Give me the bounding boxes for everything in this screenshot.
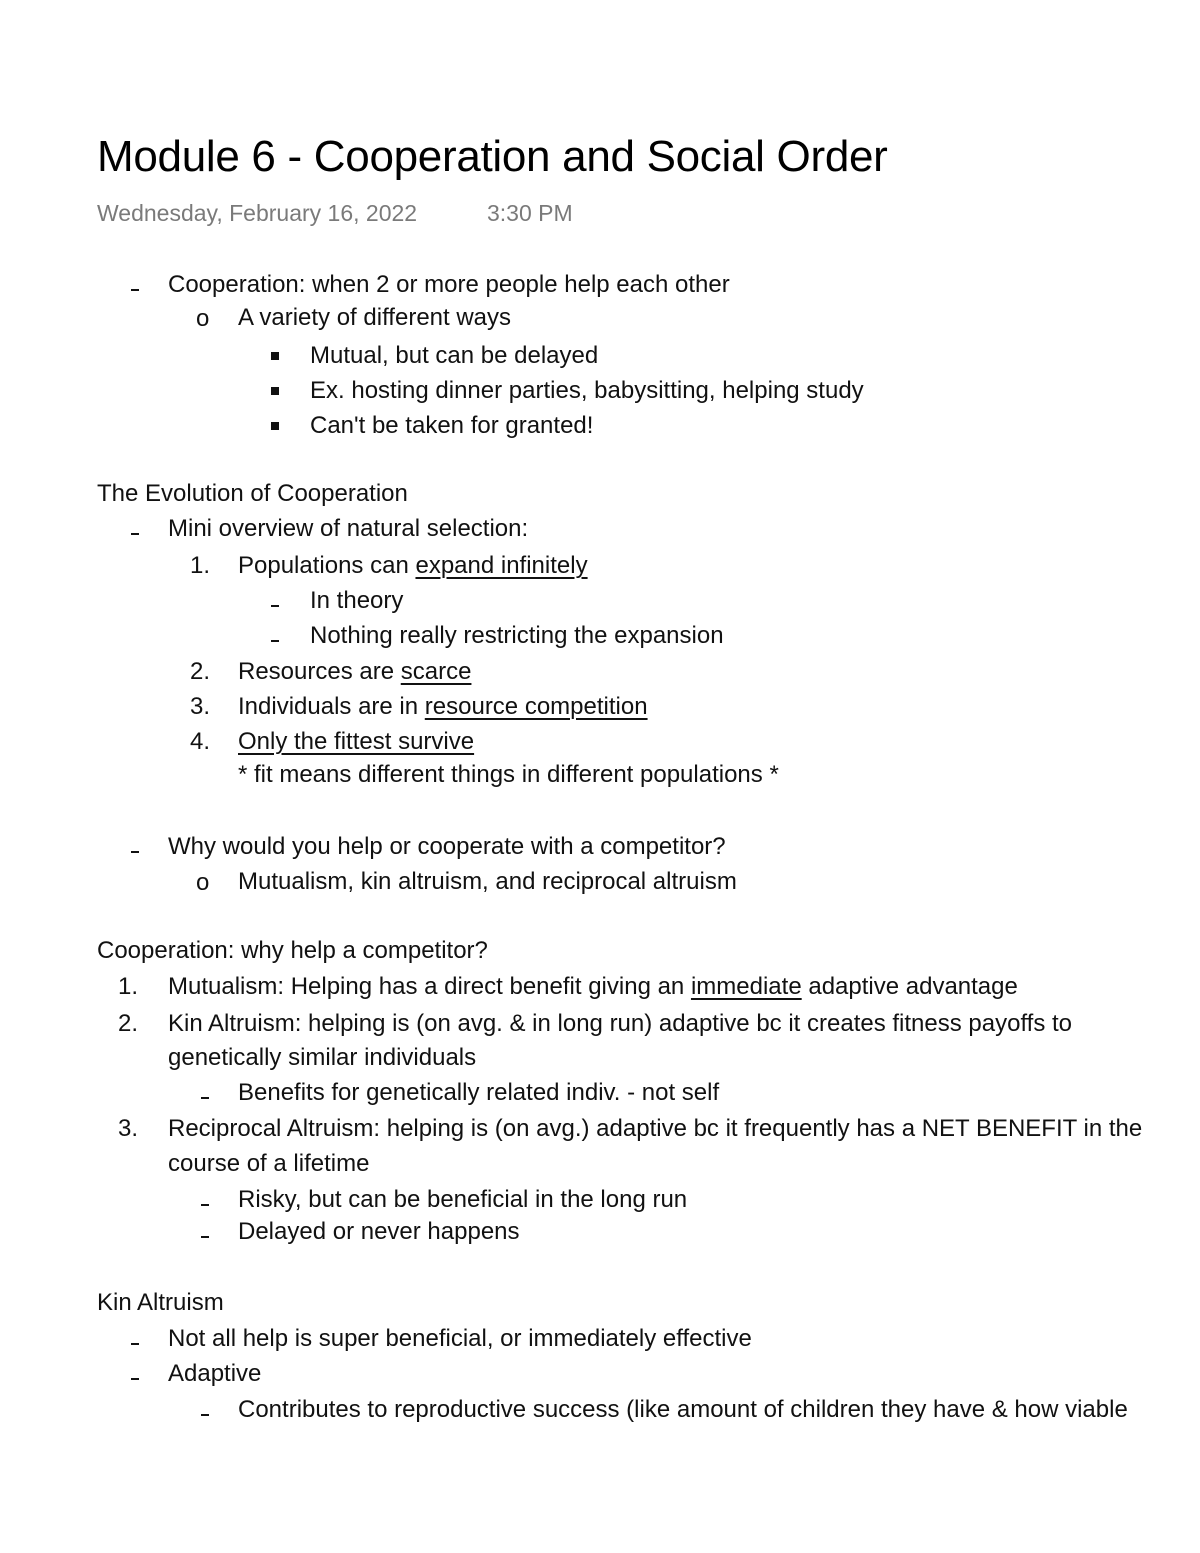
evolution-overview: Mini overview of natural selection: [168, 515, 529, 542]
circle-bullet-icon: o [196, 869, 210, 896]
why-item-2-line-1: Kin Altruism: helping is (on avg. & in long run) adaptive bc it creates fitness payoffs to [168, 1010, 1073, 1037]
intro-line-3a: Mutual, but can be delayed [310, 342, 599, 369]
page-title: Module 6 - Cooperation and Social Order [97, 132, 888, 181]
page-timestamp [97, 200, 573, 227]
evolution-point-1-sub-1: In theory [310, 587, 404, 614]
dash-bullet-icon [201, 1204, 209, 1206]
dash-bullet-icon [201, 1097, 209, 1099]
list-number: 2. [190, 658, 211, 685]
list-number: 3. [190, 693, 211, 720]
evolution-question: Why would you help or cooperate with a competitor? [168, 833, 726, 860]
evolution-point-2: Resources are scarce [238, 658, 472, 685]
why-item-1: Mutualism: Helping has a direct benefit giving an immediate adaptive advantage [168, 973, 1018, 1000]
why-item-3-sub-2: Delayed or never happens [238, 1218, 520, 1245]
intro-line-1: Cooperation: when 2 or more people help each other [168, 271, 730, 298]
dash-bullet-icon [131, 289, 139, 291]
evolution-point-3: Individuals are in resource competition [238, 693, 648, 720]
list-number: 4. [190, 728, 211, 755]
intro-line-2: A variety of different ways [238, 304, 512, 331]
kin-line-1: Not all help is super beneficial, or immediately effective [168, 1325, 752, 1352]
dash-bullet-icon [131, 851, 139, 853]
list-number: 2. [118, 1010, 139, 1037]
evolution-note: * fit means different things in different populations * [238, 761, 779, 788]
section-heading-evolution: The Evolution of Cooperation [97, 480, 408, 507]
evolution-answer: Mutualism, kin altruism, and reciprocal altruism [238, 868, 737, 895]
dash-bullet-icon [271, 640, 279, 642]
page-bottom-cutoff [0, 1432, 1200, 1553]
kin-line-2: Adaptive [168, 1360, 262, 1387]
dash-bullet-icon [131, 1343, 139, 1345]
intro-line-3b: Ex. hosting dinner parties, babysitting, helping study [310, 377, 864, 404]
square-bullet-icon [271, 352, 279, 360]
dash-bullet-icon [131, 533, 139, 535]
why-item-3-sub-1: Risky, but can be beneficial in the long run [238, 1186, 688, 1213]
why-item-2-sub: Benefits for genetically related indiv. - not self [238, 1079, 720, 1106]
list-number: 3. [118, 1115, 139, 1142]
why-item-3-line-2: course of a lifetime [168, 1150, 370, 1177]
evolution-point-1-sub-2: Nothing really restricting the expansion [310, 622, 724, 649]
dash-bullet-icon [201, 1414, 209, 1416]
list-number: 1. [118, 973, 139, 1000]
section-heading-kin-altruism: Kin Altruism [97, 1289, 224, 1316]
list-number: 1. [190, 552, 211, 579]
dash-bullet-icon [201, 1236, 209, 1238]
page-time: 3:30 PM [487, 200, 573, 226]
square-bullet-icon [271, 422, 279, 430]
evolution-point-4: Only the fittest survive [238, 728, 475, 755]
page-date: Wednesday, February 16, 2022 [97, 200, 418, 226]
dash-bullet-icon [131, 1378, 139, 1380]
dash-bullet-icon [271, 605, 279, 607]
circle-bullet-icon: o [196, 305, 210, 332]
why-item-3-line-1: Reciprocal Altruism: helping is (on avg.) adaptive bc it frequently has a NET BENEFIT in the [168, 1115, 1143, 1142]
square-bullet-icon [271, 387, 279, 395]
intro-line-3c: Can't be taken for granted! [310, 412, 594, 439]
kin-line-3: Contributes to reproductive success (like amount of children they have & how viable [238, 1396, 1128, 1423]
evolution-point-1: Populations can expand infinitely [238, 552, 588, 579]
why-item-2-line-2: genetically similar individuals [168, 1044, 477, 1071]
section-heading-why-help: Cooperation: why help a competitor? [97, 937, 488, 964]
